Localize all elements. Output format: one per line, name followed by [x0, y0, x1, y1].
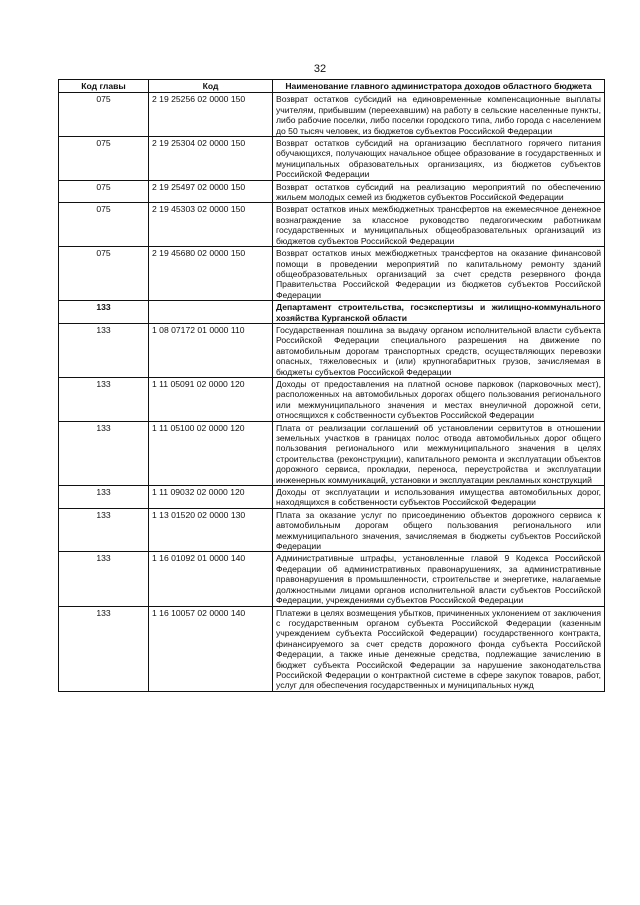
revenue-code-cell: 1 16 10057 02 0000 140	[149, 606, 273, 691]
chapter-code-cell: 075	[59, 180, 149, 203]
revenue-name-cell: Возврат остатков иных межбюджетных трансфертов на оказание финансовой помощи в проведении мероприятий по капитальному ремонту зданий общеобразовательных организаций за счет средств резервного фонда Правительства Российской Федерации из бюджетов субъектов Российской Федерации	[273, 247, 605, 301]
revenue-code-cell: 2 19 25256 02 0000 150	[149, 93, 273, 137]
revenue-code-cell: 1 11 09032 02 0000 120	[149, 486, 273, 509]
table-row	[59, 421, 605, 485]
chapter-code-cell: 133	[59, 421, 149, 485]
revenue-name-cell: Плата от реализации соглашений об установлении сервитутов в отношении земельных участков в границах полос отвода автомобильных дорог общего пользования регионального или межмуниципального значения в целях строительства (реконструкции), капитального ремонта и эксплуатации объектов дорожного сервиса, прокладки, переноса, переустройства и эксплуатации инженерных коммуникаций, установки и эксплуатации рекламных конструкций	[273, 421, 605, 485]
chapter-code-cell: 133	[59, 323, 149, 377]
revenue-name-cell: Государственная пошлина за выдачу органом исполнительной власти субъекта Российской Федерации специального разрешения на движение по автомобильным дорогам транспортных средств, осуществляющих перевозки опасных, тяжеловесных и (или) крупногабаритных грузов, зачисляемая в бюджеты субъектов Российской Федерации	[273, 323, 605, 377]
table-row	[59, 377, 605, 421]
header-administrator-name: Наименование главного администратора доходов областного бюджета	[273, 80, 605, 93]
chapter-code-cell: 075	[59, 93, 149, 137]
chapter-code-cell: 133	[59, 486, 149, 509]
revenue-name-cell: Плата за оказание услуг по присоединению объектов дорожного сервиса к автомобильным дорогам общего пользования регионального или межмуниципального значения, зачисляемая в бюджеты субъектов Российской Федерации	[273, 508, 605, 552]
revenue-name-cell: Административные штрафы, установленные главой 9 Кодекса Российской Федерации об административных правонарушениях, за административные правонарушения в промышленности, строительстве и энергетике, налагаемые должностными лицами органов исполнительной власти субъектов Российской Федерации, учреждениями субъектов Российской Федерации	[273, 552, 605, 606]
header-chapter-code: Код главы	[59, 80, 149, 93]
table-body	[59, 93, 605, 691]
revenue-name-cell: Доходы от предоставления на платной основе парковок (парковочных мест), расположенных на автомобильных дорогах общего пользования регионального или межмуниципального значения и местах внеуличной дорожной сети, относящихся к собственности субъектов Российской Федерации	[273, 377, 605, 421]
table-row	[59, 93, 605, 137]
chapter-code-cell: 133	[59, 552, 149, 606]
table-row	[59, 508, 605, 552]
revenue-code-cell: 1 11 05100 02 0000 120	[149, 421, 273, 485]
header-code: Код	[149, 80, 273, 93]
chapter-code-cell: 075	[59, 137, 149, 181]
department-name-cell: Департамент строительства, госэкспертизы и жилищно-коммунального хозяйства Курганской области	[273, 301, 605, 324]
revenue-name-cell: Возврат остатков субсидий на единовременные компенсационные выплаты учителям, прибывшим (переехавшим) на работу в сельские населенные пункты, либо рабочие поселки, либо поселки городского типа, либо города с населением до 50 тысяч человек, из бюджетов субъектов Российской Федерации	[273, 93, 605, 137]
revenue-code-cell	[149, 301, 273, 324]
table-row	[59, 203, 605, 247]
page-number: 32	[313, 63, 327, 75]
revenue-name-cell: Возврат остатков иных межбюджетных трансфертов на ежемесячное денежное вознаграждение за классное руководство педагогическим работникам государственных и муниципальных общеобразовательных организаций из бюджетов субъектов Российской Федерации	[273, 203, 605, 247]
chapter-code-cell: 133	[59, 377, 149, 421]
chapter-code-cell: 133	[59, 508, 149, 552]
table-header-row	[59, 80, 605, 93]
revenue-code-cell: 2 19 45303 02 0000 150	[149, 203, 273, 247]
revenue-code-cell: 1 08 07172 01 0000 110	[149, 323, 273, 377]
department-row	[59, 301, 605, 324]
table-row	[59, 486, 605, 509]
chapter-code-cell: 133	[59, 606, 149, 691]
revenue-code-cell: 2 19 25304 02 0000 150	[149, 137, 273, 181]
revenue-code-cell: 2 19 25497 02 0000 150	[149, 180, 273, 203]
revenue-name-cell: Платежи в целях возмещения убытков, причиненных уклонением от заключения с государственным органом субъекта Российской Федерации (казенным учреждением субъекта Российской Федерации) государственного контракта, финансируемого за счет средств дорожного фонда субъекта Российской Федерации, а также иные денежные средства, подлежащие зачислению в бюджет субъекта Российской Федерации за нарушение законодательства Российской Федерации о контрактной системе в сфере закупок товаров, работ, услуг для обеспечения государственных и муниципальных нужд	[273, 606, 605, 691]
chapter-code-cell: 133	[59, 301, 149, 324]
revenue-code-cell: 1 16 01092 01 0000 140	[149, 552, 273, 606]
budget-revenue-table	[58, 79, 605, 692]
revenue-name-cell: Доходы от эксплуатации и использования имущества автомобильных дорог, находящихся в собственности субъектов Российской Федерации	[273, 486, 605, 509]
chapter-code-cell: 075	[59, 203, 149, 247]
table-row	[59, 606, 605, 691]
table-row	[59, 137, 605, 181]
table-row	[59, 180, 605, 203]
chapter-code-cell: 075	[59, 247, 149, 301]
revenue-name-cell: Возврат остатков субсидий на реализацию мероприятий по обеспечению жильем молодых семей из бюджетов субъектов Российской Федерации	[273, 180, 605, 203]
revenue-code-cell: 1 13 01520 02 0000 130	[149, 508, 273, 552]
revenue-code-cell: 1 11 05091 02 0000 120	[149, 377, 273, 421]
table-row	[59, 247, 605, 301]
table-row	[59, 323, 605, 377]
revenue-name-cell: Возврат остатков субсидий на организацию бесплатного горячего питания обучающихся, получающих начальное общее образование в государственных и муниципальных образовательных организациях, из бюджетов субъектов Российской Федерации	[273, 137, 605, 181]
revenue-code-cell: 2 19 45680 02 0000 150	[149, 247, 273, 301]
table-row	[59, 552, 605, 606]
